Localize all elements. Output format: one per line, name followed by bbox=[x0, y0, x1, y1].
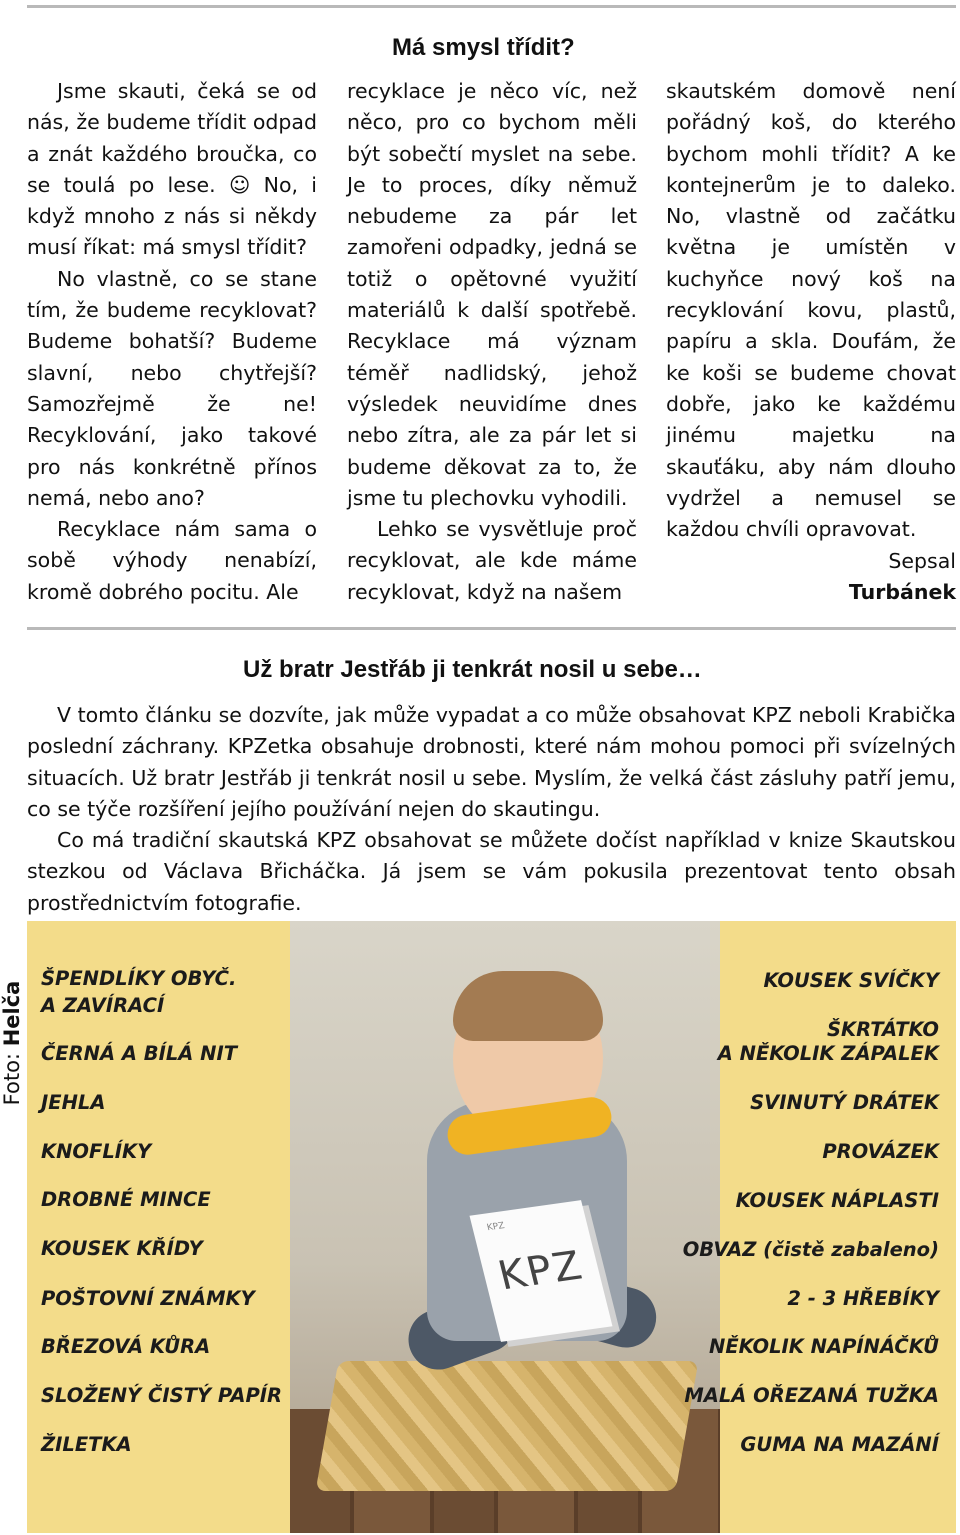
photo-credit-name: Helča bbox=[0, 980, 24, 1047]
paragraph: V tomto článku se dozvíte, jak může vypadat a co může obsahovat KPZ neboli Krabička poslední záchrany. KPZetka obsahuje drobnosti, které nám mohou pomoci při svízelných situacích. Už bratr Jestřáb ji tenkrát nosil u sebe. Myslím, že velká část zásluhy patří jemu, co se týče rozšíření jejího používání nejen do skautingu. bbox=[27, 703, 956, 821]
paragraph: recyklace je něco víc, než něco, pro co bychom měli být sobečtí myslet na sebe. Je to proces, díky němuž nebudeme za pár let zamořeni odpadky, jedná se totiž o opětovné využití materiálů k další spotřebě. Recyklace má význam téměř nadlidský, jehož výsledek neuvidíme dnes nebo zítra, ale za pár let si budeme děkovat za to, že jsme tu plechovku vyhodili. bbox=[347, 79, 637, 510]
kpz-item-right: KOUSEK NÁPLASTI bbox=[735, 1189, 939, 1212]
photo-credit bbox=[0, 981, 24, 1106]
kpz-item-right: ŠKRTÁTKO bbox=[826, 1018, 939, 1041]
kpz-item-right: KOUSEK SVÍČKY bbox=[763, 969, 939, 992]
kpz-photo bbox=[27, 921, 956, 1533]
paragraph: Recyklace nám sama o sobě výhody nenabízí, kromě dobrého pocitu. Ale bbox=[27, 517, 317, 604]
kpz-item-left: DROBNÉ MINCE bbox=[41, 1188, 211, 1211]
kpz-item-right: NĚKOLIK NAPÍNÁČKŮ bbox=[709, 1335, 939, 1358]
kpz-item-left: KNOFLÍKY bbox=[41, 1140, 152, 1163]
box-small-label: KPZ bbox=[485, 1221, 506, 1234]
column-3 bbox=[666, 76, 956, 545]
kpz-item-left: KOUSEK KŘÍDY bbox=[41, 1237, 203, 1260]
signature-label: Sepsal bbox=[888, 549, 956, 573]
child-hair bbox=[453, 971, 603, 1041]
kpz-item-left: JEHLA bbox=[41, 1091, 106, 1114]
paragraph: skautském domově není pořádný koš, do kterého bychom mohli třídit? A ke kontejnerům je to daleko. No, vlastně od začátku května je umístěn v kuchyňce nový koš na recyklování kovu, plastů, papíru a skla. Doufám, že ke koši se budeme chovat dobře, jako ke každému jinému majetku na skauťáku, aby nám dlouho vydržel a nemusel se každou chvíli opravovat. bbox=[666, 79, 956, 542]
kpz-item-right: OBVAZ (čistě zabaleno) bbox=[682, 1238, 939, 1261]
kpz-item-right: GUMA NA MAZÁNÍ bbox=[740, 1433, 939, 1456]
kpz-item-left: ŽILETKA bbox=[41, 1433, 132, 1456]
section-rule bbox=[27, 627, 956, 630]
photo-credit-prefix: Foto: bbox=[0, 1052, 24, 1106]
signature bbox=[666, 546, 956, 609]
article-body bbox=[27, 700, 956, 919]
kpz-item-right: MALÁ OŘEZANÁ TUŽKA bbox=[684, 1384, 939, 1407]
signature-author: Turbánek bbox=[848, 580, 956, 605]
kpz-item-left: SLOŽENÝ ČISTÝ PAPÍR bbox=[41, 1384, 283, 1407]
article-title: Má smysl třídit? bbox=[392, 34, 575, 61]
kpz-item-left: BŘEZOVÁ KŮRA bbox=[41, 1335, 211, 1358]
column-1 bbox=[27, 76, 317, 608]
top-rule bbox=[27, 5, 956, 8]
paragraph: No vlastně, co se stane tím, že budeme recyklovat? Budeme bohatší? Budeme slavní, nebo chytřejší? Samozřejmě že ne! Recyklování, jako takové pro nás konkrétně přínos nemá, nebo ano? bbox=[27, 266, 317, 510]
article-title: Už bratr Jestřáb ji tenkrát nosil u sebe… bbox=[243, 656, 702, 683]
kpz-item-right: SVINUTÝ DRÁTEK bbox=[750, 1091, 939, 1114]
column-2 bbox=[347, 76, 637, 608]
kpz-item-left: ŠPENDLÍKY OBYČ. bbox=[41, 967, 237, 990]
paragraph: Jsme skauti, čeká se od nás, že budeme třídit odpad a znát každého broučka, co se toulá po lese. ☺ No, i když mnoho z nás si někdy musí říkat: má smysl třídit? bbox=[27, 79, 317, 260]
paragraph: Lehko se vysvětluje proč recyklovat, ale kde máme recyklovat, když na našem bbox=[347, 517, 637, 604]
paragraph: Co má tradiční skautská KPZ obsahovat se můžete dočíst například v knize Skautskou stezkou od Václava Břicháčka. Já jsem se vám pokusila prezentovat tento obsah prostřednictvím fotografie. bbox=[27, 828, 956, 915]
kpz-item-left: A ZAVÍRACÍ bbox=[41, 994, 165, 1017]
kpz-item-right: 2 - 3 HŘEBÍKY bbox=[787, 1287, 939, 1310]
kpz-item-left: POŠTOVNÍ ZNÁMKY bbox=[41, 1287, 255, 1310]
kpz-item-left: ČERNÁ A BÍLÁ NIT bbox=[41, 1042, 238, 1065]
blanket bbox=[316, 1361, 699, 1491]
box-label: KPZ bbox=[493, 1242, 589, 1300]
kpz-item-right: A NĚKOLIK ZÁPALEK bbox=[717, 1042, 939, 1065]
kpz-item-right: PROVÁZEK bbox=[822, 1140, 939, 1163]
